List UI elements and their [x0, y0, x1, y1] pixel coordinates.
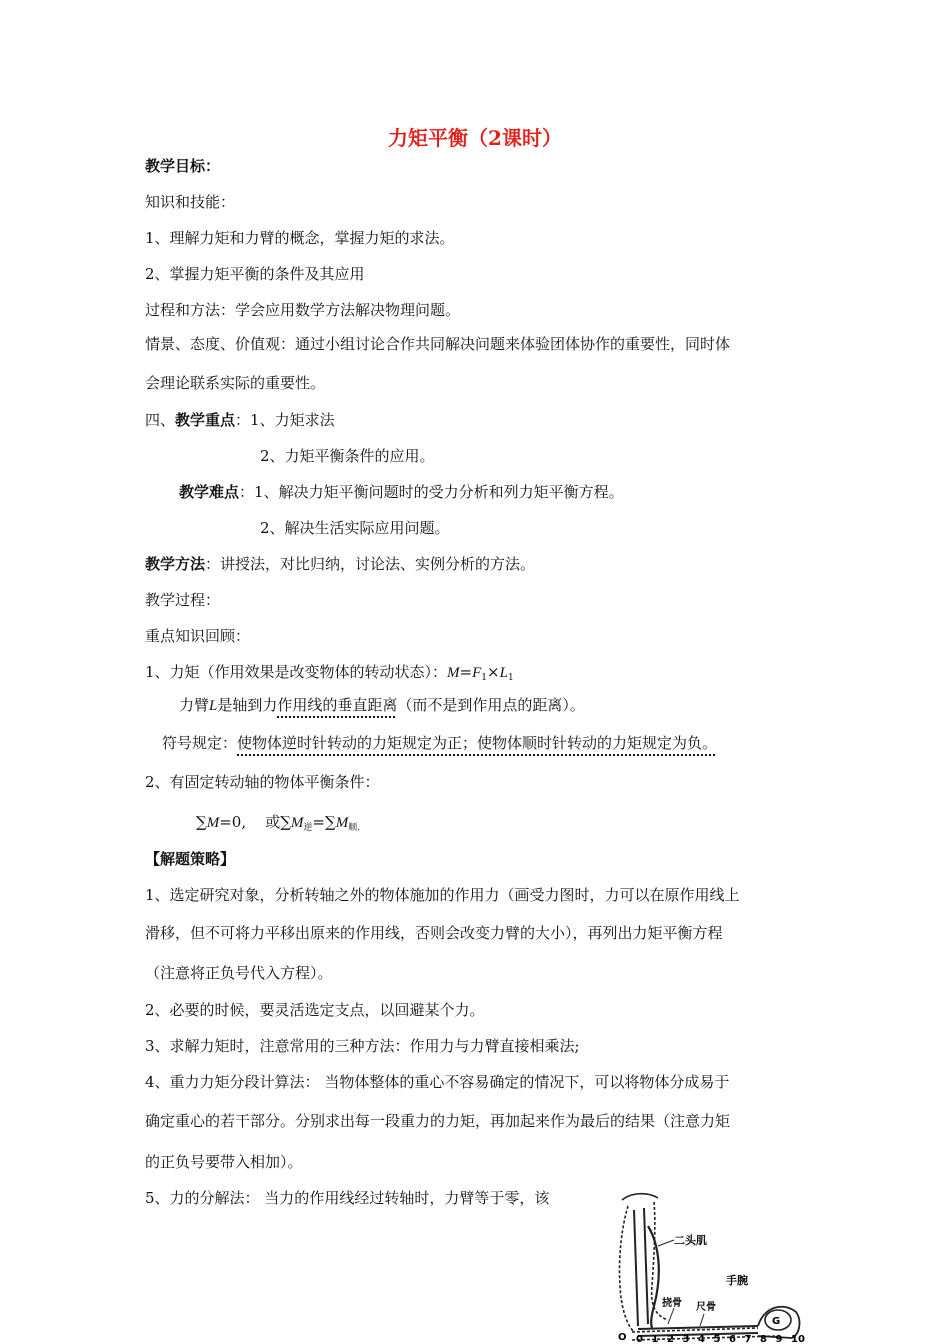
label-g: G	[772, 1316, 781, 1327]
label-o: O	[618, 1332, 627, 1343]
strategy-4-line-1: 4、重力力矩分段计算法： 当物体整体的重心不容易确定的情况下，可以将物体分成易于	[145, 1073, 730, 1091]
process-method: 过程和方法：学会应用数学方法解决物理问题。	[145, 301, 461, 319]
label-leader-ulna	[700, 1314, 704, 1326]
strategy-5: 5、力的分解法： 当力的作用线经过转轴时，力臂等于零，该	[145, 1189, 550, 1207]
strategy-1-line-2: 滑移，但不可将力平移出原来的作用线，否则会改变力臂的大小），再列出力矩平衡方程	[145, 924, 723, 942]
difficulties-label: 教学难点	[179, 483, 240, 501]
lever-arm-definition	[179, 694, 585, 717]
equilibrium-condition: 2、有固定转动轴的物体平衡条件：	[145, 773, 380, 791]
formula-eq: =	[459, 663, 473, 681]
page-title: 力矩平衡（2课时）	[388, 126, 562, 150]
knowledge-skills: 知识和技能：	[145, 193, 236, 211]
sum-m-3: M	[335, 815, 349, 831]
key-point-2: 2、力矩平衡条件的应用。	[260, 447, 435, 465]
label-biceps: 二头肌	[674, 1234, 707, 1247]
upper-arm-bone	[634, 1208, 648, 1326]
sub-shun: 顺	[348, 823, 358, 833]
arm-anatomy-figure	[608, 1186, 808, 1344]
scale-label: 7	[744, 1334, 752, 1344]
torque-line-text: 1、力矩（作用效果是改变物体的转动状态）：	[145, 663, 448, 681]
scale-label: 10	[791, 1334, 805, 1344]
key-point-1: 1、力矩求法	[250, 411, 335, 429]
formula-m: M	[447, 665, 460, 681]
key-points-prefix: 四、	[145, 411, 176, 429]
scale-label: 4	[698, 1334, 705, 1344]
equilibrium-formula	[196, 811, 360, 839]
process-heading: 教学过程：	[145, 591, 221, 609]
sum-m-2: M	[290, 815, 304, 831]
strategy-1-line-3: （注意将正负号代入方程）。	[145, 964, 333, 982]
scale-label: 6	[729, 1334, 736, 1344]
label-leader-biceps	[658, 1240, 674, 1246]
strategy-heading: 【解题策略】	[145, 850, 236, 868]
label-radius: 挠骨	[662, 1298, 682, 1309]
arm-l: L	[209, 698, 218, 714]
formula-end: .	[357, 823, 361, 833]
sign-text: 使物体逆时针转动的力矩规定为正；使物体顺时针转动的力矩规定为负。	[237, 734, 718, 752]
methods-colon: ：	[205, 555, 221, 573]
formula-sub-2: 1	[507, 673, 514, 683]
scale-label: 0	[636, 1334, 643, 1344]
arm-mid: 是轴到力	[217, 696, 278, 714]
arm-suffix: （而不是到作用点的距离）。	[397, 696, 585, 714]
sum-eq: =∑	[312, 813, 336, 831]
scale-label: 5	[713, 1334, 721, 1344]
formula-times: ×	[487, 663, 500, 681]
sign-convention	[162, 732, 717, 754]
formula-sub-1: 1	[481, 673, 488, 683]
scale-label: 1	[651, 1334, 659, 1344]
review-heading: 重点知识回顾：	[145, 627, 251, 645]
strategy-1-line-1: 1、选定研究对象，分析转轴之外的物体施加的作用力（画受力图时，力可以在原作用线上	[145, 886, 740, 904]
sub-ni: 逆	[303, 823, 313, 833]
sign-prefix: 符号规定：	[162, 734, 238, 752]
arm-emphasis: 作用线的垂直距离	[277, 696, 398, 714]
torque-definition	[145, 661, 514, 689]
label-wrist: 手腕	[726, 1274, 748, 1287]
arm-prefix: 力臂	[179, 696, 210, 714]
scale-label: 3	[682, 1334, 690, 1344]
strategy-3: 3、求解力矩时，注意常用的三种方法：作用力与力臂直接相乘法;	[145, 1037, 580, 1055]
strategy-2: 2、必要的时候，要灵活选定支点，以回避某个力。	[145, 1001, 485, 1019]
scale-label: 2	[667, 1334, 674, 1344]
sum-symbol-1: ∑	[196, 813, 207, 831]
shoulder-top	[622, 1194, 658, 1200]
key-points-label: 教学重点	[175, 411, 236, 429]
objectives-heading: 教学目标：	[145, 157, 221, 175]
key-points-line-1	[145, 409, 335, 431]
key-points-colon: ：	[235, 411, 251, 429]
objective-item-2: 2、掌握力矩平衡的条件及其应用	[145, 265, 365, 283]
difficulties-line-1	[179, 481, 624, 503]
strategy-4-line-3: 的正负号要带入相加）。	[145, 1153, 303, 1171]
strategy-4-line-2: 确定重心的若干部分。分别求出每一段重力的力矩，再加起来作为最后的结果（注意力矩	[145, 1112, 731, 1130]
difficulties-colon: ：	[239, 483, 255, 501]
emotion-line-1: 情景、态度、价值观：通过小组讨论合作共同解决问题来体验团体协作的重要性，同时体	[145, 335, 731, 353]
sum-m-1: M	[206, 815, 220, 831]
methods-line	[145, 553, 535, 575]
formula-l: L	[499, 665, 508, 681]
scale-label: 9	[775, 1334, 783, 1344]
methods-text: 讲授法，对比归纳，讨论法、实例分析的方法。	[220, 555, 536, 573]
sum-eq0: =0,	[219, 813, 247, 831]
label-ulna: 尺骨	[696, 1302, 716, 1313]
formula-f: F	[472, 665, 482, 681]
scale-label: 8	[760, 1334, 767, 1344]
emotion-line-2: 会理论联系实际的重要性。	[145, 374, 326, 392]
label-leader-radius	[668, 1308, 674, 1324]
sum-or: 或∑	[265, 813, 291, 831]
difficulty-2: 2、解决生活实际应用问题。	[260, 519, 450, 537]
objective-item-1: 1、理解力矩和力臂的概念，掌握力矩的求法。	[145, 229, 455, 247]
methods-label: 教学方法	[145, 555, 206, 573]
difficulty-1: 1、解决力矩平衡问题时的受力分析和列力矩平衡方程。	[254, 483, 624, 501]
